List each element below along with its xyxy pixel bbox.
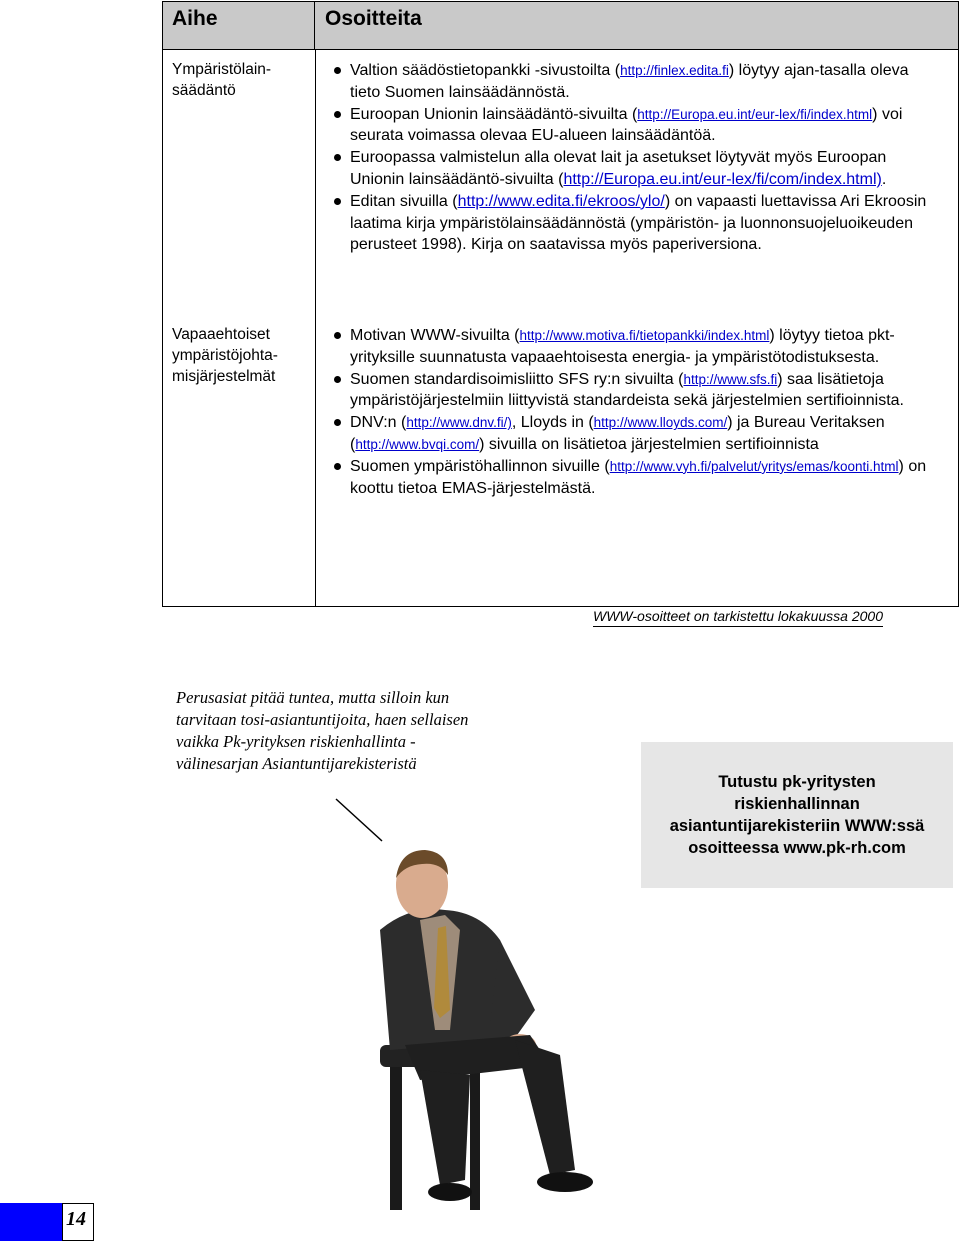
checked-note: WWW-osoitteet on tarkistettu lokakuussa 2000: [593, 607, 883, 627]
item-text: Euroopassa valmistelun alla olevat lait ja asetukset löytyvät myös Euroopan Unionin lainsäädäntö-sivuilta (: [350, 149, 887, 188]
item-text: Suomen standardisoimisliitto SFS ry:n sivuilta (: [350, 370, 684, 388]
address-list-environmental-law: [334, 60, 940, 256]
item-text: , Lloyds in (: [511, 414, 594, 432]
topic-management-systems: [172, 324, 278, 387]
item-text: ) voi seurata voimassa olevaa EU-alueen lainsäädäntöä.: [350, 105, 903, 145]
item-text: Editan sivuilla (: [350, 192, 458, 210]
topic-environmental-law: [172, 59, 271, 101]
topic-line: Ympäristölain-: [172, 61, 272, 78]
address-item: [334, 456, 940, 500]
promo-box: [641, 742, 953, 888]
chair-leg: [470, 1070, 480, 1210]
item-text: DNV:n (: [350, 414, 407, 432]
address-item: [334, 412, 940, 456]
address-item: [334, 104, 940, 148]
address-item: [334, 147, 940, 191]
chair-leg: [390, 1050, 402, 1210]
url-link[interactable]: http://www.sfs.fi: [683, 371, 778, 387]
item-text: Valtion säädöstietopankki -sivustoilta (: [350, 62, 621, 79]
lower-leg: [515, 1040, 575, 1175]
quote-text: Perusasiat pitää tuntea, mutta silloin kun tarvitaan tosi-asiantuntijoita, haen sellaisen vaikka Pk-yrityksen riskienhallinta -välinesarjan Asiantuntijarekisteristä: [176, 688, 469, 773]
address-item: [334, 369, 940, 413]
item-text: ) on vapaasti luettavissa Ari Ekroosin laatima kirja ympäristölainsäädännöstä (ympäristön- ja luonnonsuojeluoikeuden perusteet 1998). Kirja on saatavissa myös paperiversiona.: [350, 192, 927, 254]
callout-line: [330, 795, 390, 845]
url-link[interactable]: http://Europa.eu.int/eur-lex/fi/com/index.html): [563, 170, 882, 188]
url-link[interactable]: http://www.motiva.fi/tietopankki/index.html: [519, 328, 770, 343]
url-link[interactable]: http://www.dnv.fi/): [406, 415, 512, 431]
url-link[interactable]: http://Europa.eu.int/eur-lex/fi/index.html: [637, 106, 873, 122]
item-text: ) on koottu tietoa EMAS-järjestelmästä.: [350, 457, 927, 497]
url-link[interactable]: http://www.vyh.fi/palvelut/yritys/emas/koonti.html: [609, 458, 899, 474]
item-text: ) löytyy ajan-tasalla oleva tieto Suomen lainsäädännöstä.: [350, 62, 909, 101]
shoe: [428, 1183, 472, 1201]
address-list-management-systems: [334, 325, 940, 499]
links-table: [162, 1, 959, 607]
page-marker-bar: [0, 1203, 62, 1241]
item-text: ) ja Bureau Veritaksen (: [350, 414, 885, 453]
url-link[interactable]: http://www.lloyds.com/: [593, 415, 728, 431]
shoe: [537, 1172, 593, 1192]
table-header-topic: Aihe: [163, 2, 315, 50]
item-text: ) löytyy tietoa pkt-yrityksille suunnatusta vapaaehtoisesta energia- ja ympäristötodistuksesta.: [350, 327, 895, 366]
seated-man-photo: [350, 840, 620, 1220]
page-number: 14: [66, 1208, 86, 1230]
topic-line: säädäntö: [172, 82, 236, 99]
item-text: .: [881, 170, 887, 188]
item-text: ) saa lisätietoja ympäristöjärjestelmiin liittyvistä standardeista sekä järjestelmien sertifioinnista.: [350, 370, 904, 410]
item-text: Euroopan Unionin lainsäädäntö-sivuilta (: [350, 105, 638, 123]
address-item: [334, 60, 940, 104]
item-text: Motivan WWW-sivuilta (: [350, 327, 520, 344]
url-link[interactable]: http://www.edita.fi/ekroos/ylo/: [457, 192, 665, 210]
topic-line: Vapaaehtoiset: [172, 326, 270, 343]
item-text: Suomen ympäristöhallinnon sivuille (: [350, 457, 610, 475]
address-item: [334, 325, 940, 369]
topic-line: misjärjestelmät: [172, 368, 276, 385]
table-header-addresses: Osoitteita: [315, 2, 958, 50]
url-link[interactable]: http://finlex.edita.fi: [620, 63, 729, 78]
lower-leg: [420, 1070, 470, 1185]
item-text: ) sivuilla on lisätietoa järjestelmien sertifioinnista: [479, 435, 819, 453]
column-divider: [315, 50, 316, 606]
promo-text: Tutustu pk-yritysten riskienhallinnan asiantuntijarekisteriin WWW:ssä osoitteessa www.pk-rh.com: [669, 773, 925, 857]
topic-line: ympäristöjohta-: [172, 347, 278, 364]
address-item: [334, 191, 940, 256]
url-link[interactable]: http://www.bvqi.com/: [355, 436, 480, 452]
